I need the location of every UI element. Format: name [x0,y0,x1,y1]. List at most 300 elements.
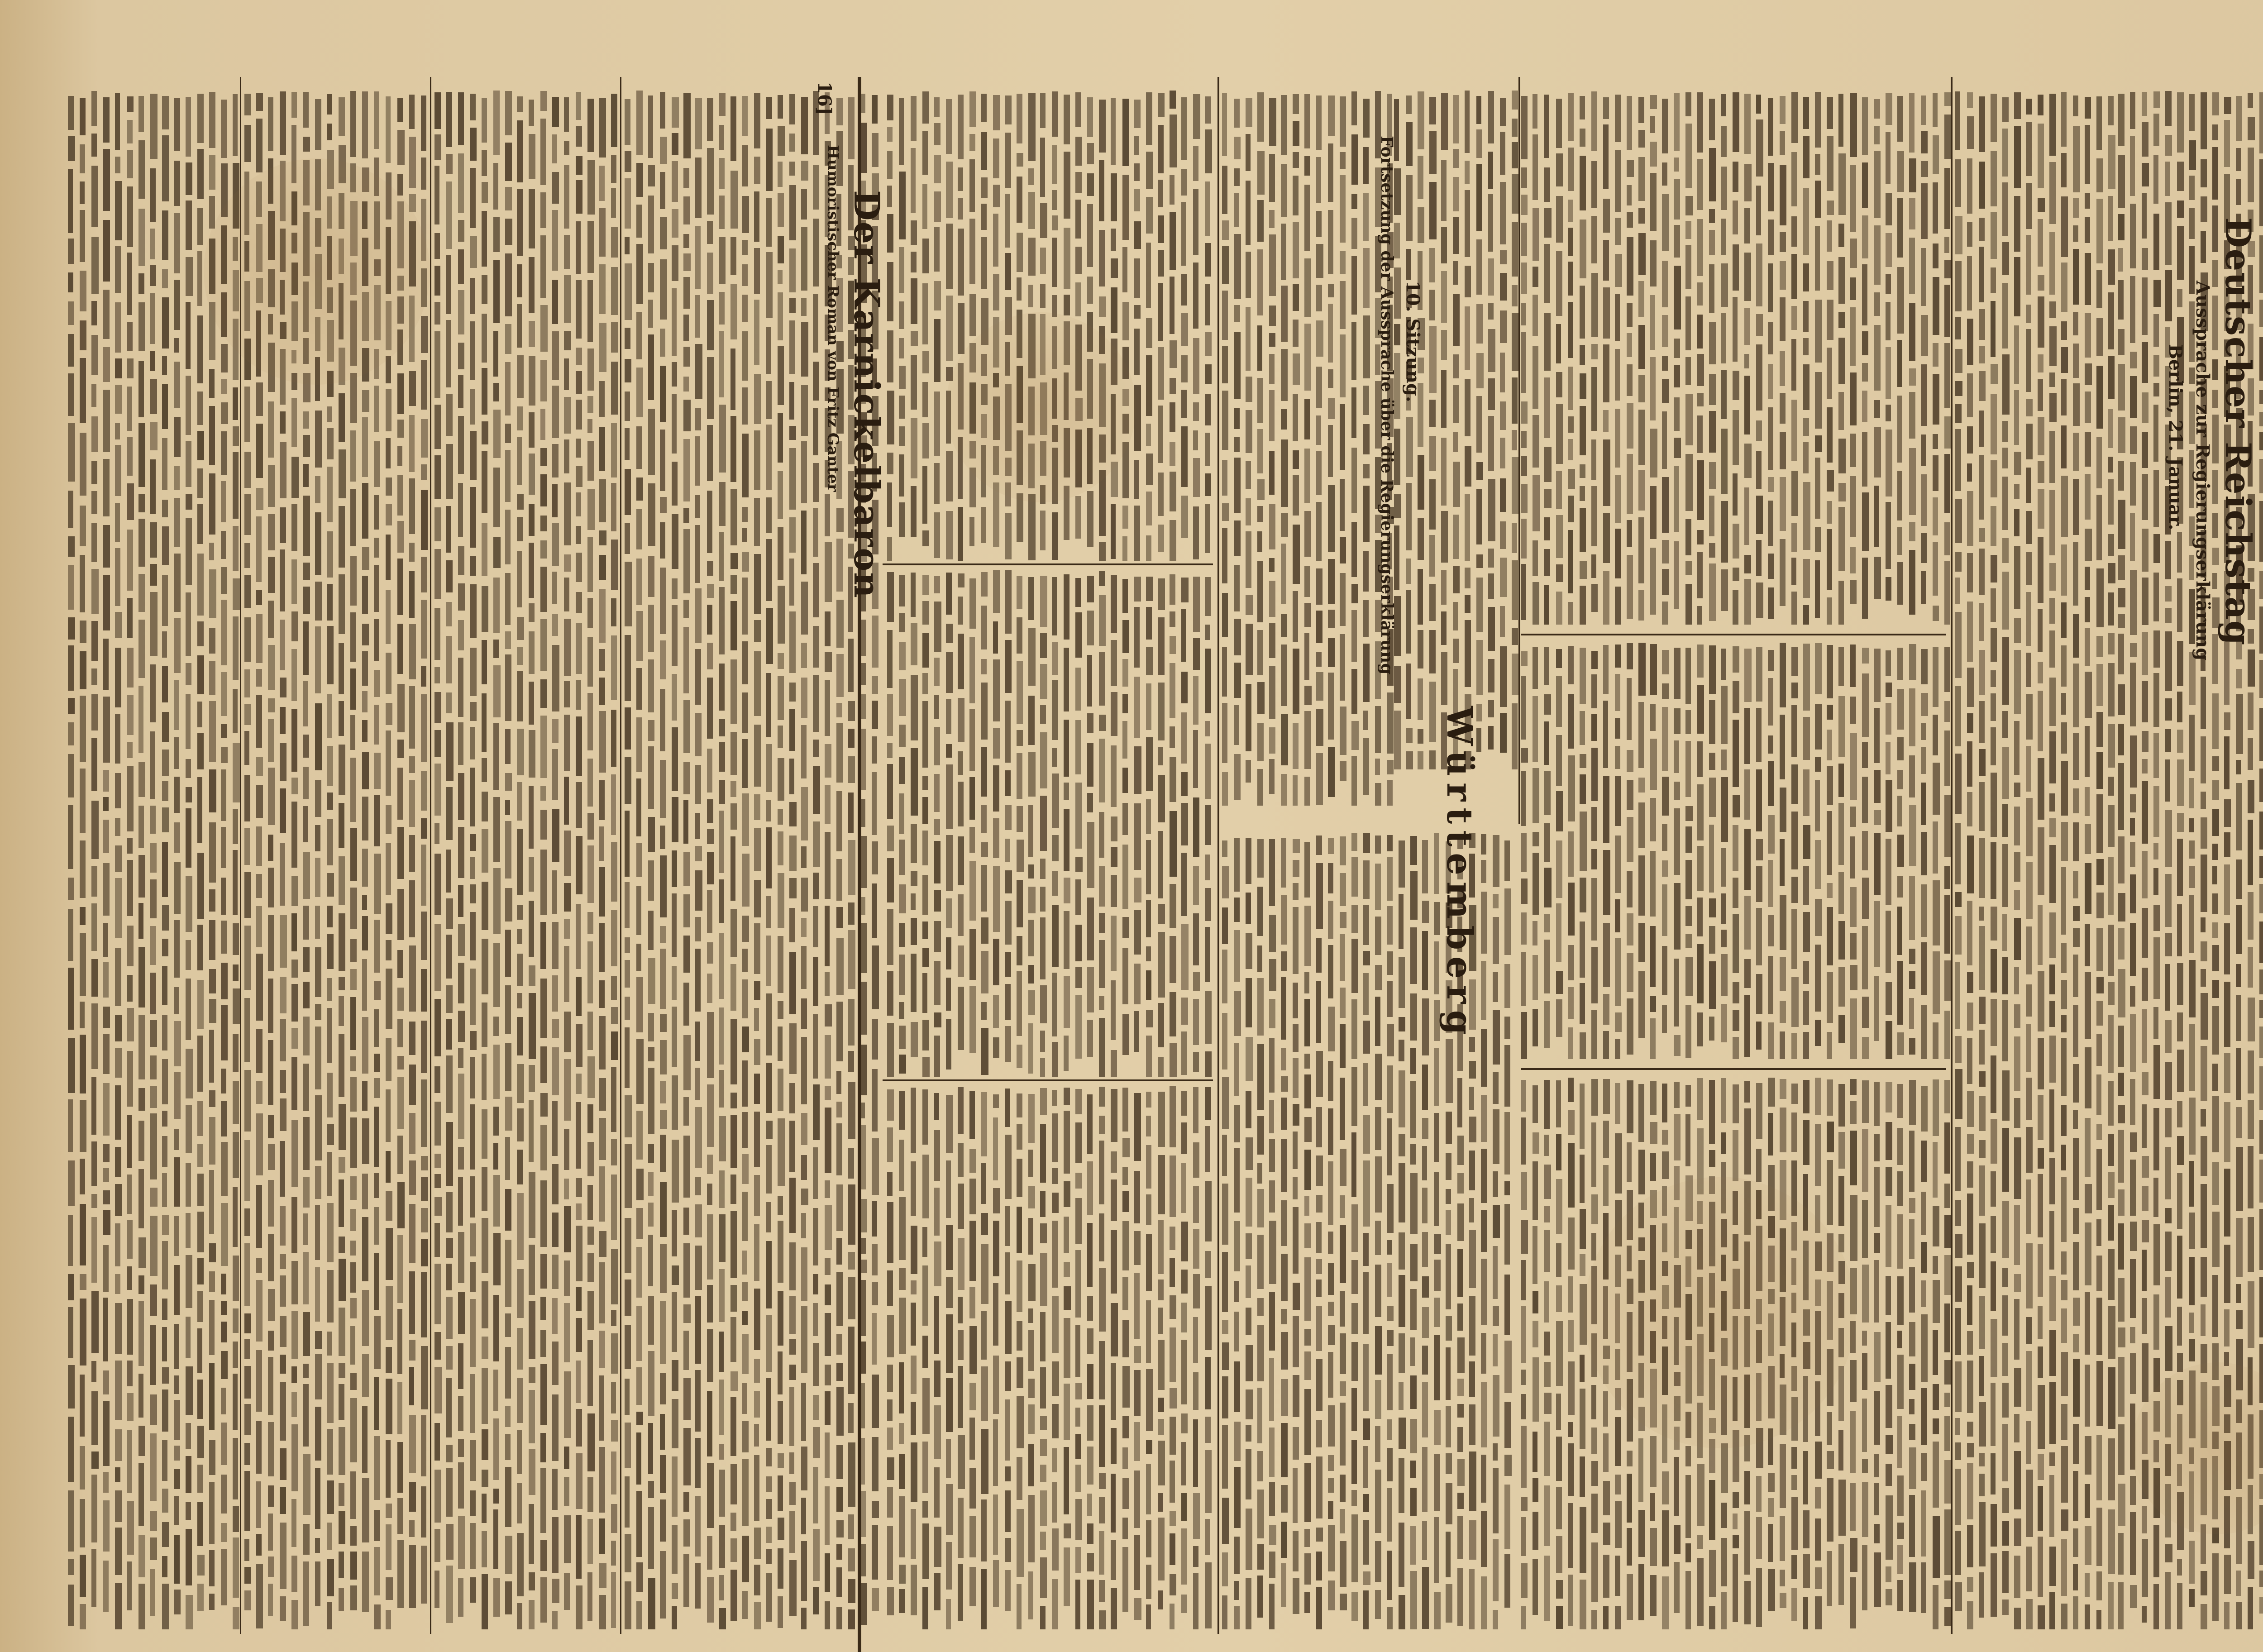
text-line-fragment [1955,552,1962,572]
text-line-fragment [1886,703,1891,735]
text-line-fragment [742,1311,748,1325]
text-line-fragment [1028,1023,1033,1074]
text-line-fragment [946,1484,953,1535]
text-line-fragment [1991,1453,1996,1494]
text-line-fragment [872,883,877,938]
text-line-fragment [1979,838,1985,898]
text-line-fragment [1979,1071,1986,1087]
text-line-fragment [836,1002,843,1061]
text-line-fragment [2073,1005,2078,1057]
text-line-fragment [1933,277,1939,335]
text-line-fragment [1257,682,1265,714]
text-line-fragment [1827,1079,1833,1116]
text-line-fragment [778,126,785,156]
text-line-fragment [1897,1580,1903,1611]
text-line-fragment [2118,1278,2125,1322]
text-line-fragment [707,425,713,481]
text-line-fragment [1768,263,1773,313]
text-line-fragment [1838,696,1845,757]
text-line-fragment [969,1326,977,1374]
text-line-fragment [625,1027,630,1088]
text-line-fragment [2085,863,2091,914]
text-line-fragment [1979,1572,1984,1618]
text-line-fragment [1827,766,1833,805]
text-line-fragment [707,1285,713,1323]
text-line-fragment [1838,338,1845,384]
text-line-fragment [1158,283,1163,340]
text-line-fragment [922,831,928,865]
text-line-fragment [1897,471,1902,520]
text-line-fragment [1005,1361,1011,1391]
text-line-fragment [1568,367,1573,410]
text-line-fragment [1933,1280,1940,1323]
text-line-fragment [899,426,905,445]
text-line-fragment [1099,296,1106,317]
text-line-fragment [1944,1255,1951,1295]
text-line-fragment [1556,196,1563,243]
text-line-fragment [1434,1048,1439,1106]
text-line-fragment [2212,1162,2219,1205]
text-line-fragment [911,824,917,863]
text-line-fragment [1744,959,1751,988]
text-line-fragment [1281,774,1287,806]
text-line-fragment [1933,821,1938,874]
text-line-fragment [2108,805,2115,848]
text-line-fragment [1257,1490,1264,1538]
text-line-fragment [1222,1376,1228,1418]
text-line-fragment [1500,250,1507,264]
text-line-fragment [1827,705,1833,719]
text-line-fragment [695,1370,701,1432]
text-line-fragment [683,347,690,367]
text-line-fragment [2014,257,2020,316]
text-line-fragment [1556,1536,1562,1573]
text-line-fragment [1874,99,1880,119]
text-line-fragment [1205,181,1210,236]
text-line-fragment [1780,477,1786,531]
text-line-fragment [1544,489,1552,508]
text-line-fragment [1803,1080,1809,1113]
text-line-fragment [1850,1079,1857,1095]
text-line-fragment [707,799,713,823]
text-line-fragment [2002,1268,2008,1287]
text-line-fragment [2189,1024,2195,1091]
text-line-fragment [1862,492,1869,551]
text-line-fragment [1181,1122,1187,1154]
text-line-fragment [1158,1057,1164,1077]
text-line-fragment [707,942,713,964]
text-line-fragment [1075,282,1081,316]
text-line-fragment [434,1470,441,1523]
text-line-fragment [1580,345,1585,365]
text-line-fragment [660,826,665,849]
text-line-fragment [1111,980,1116,1040]
text-line-fragment [719,1007,724,1065]
text-line-fragment [1709,543,1715,558]
text-line-fragment [2073,1298,2080,1326]
text-line-fragment [2142,474,2148,520]
text-line-fragment [1850,1483,1856,1531]
text-line-fragment [1512,654,1518,695]
text-line-fragment [1991,842,1996,899]
text-line-fragment [1387,906,1393,945]
text-line-fragment [981,805,987,833]
text-line-fragment [1897,961,1903,1025]
text-line-fragment [801,1113,807,1145]
text-line-fragment [1921,571,1926,604]
text-line-fragment [1399,957,1405,1008]
text-line-fragment [1028,1308,1033,1323]
text-line-fragment [2014,484,2020,499]
text-line-fragment [911,1226,917,1275]
text-line-fragment [1979,371,1986,401]
text-line-fragment [683,277,690,309]
text-line-fragment [1886,1435,1893,1454]
text-line-fragment [1465,494,1470,561]
text-line-fragment [1591,748,1598,801]
text-line-fragment [2177,1583,2182,1629]
text-line-fragment [836,703,842,718]
text-line-fragment [2061,1251,2067,1275]
text-line-fragment [969,517,974,546]
text-line-fragment [789,1296,796,1334]
text-line-fragment [1429,750,1436,769]
text-line-fragment [1591,878,1597,941]
text-line-fragment [2259,812,2263,849]
text-line-fragment [836,1334,842,1354]
text-line-fragment [1375,1380,1381,1418]
text-line-fragment [2259,1027,2263,1058]
text-line-fragment [1886,911,1891,973]
text-line-fragment [801,441,807,503]
text-line-fragment [625,707,631,750]
text-line-fragment [1418,91,1424,149]
text-line-fragment [1234,619,1241,655]
text-line-fragment [899,98,904,164]
text-line-fragment [1005,952,1011,977]
text-line-fragment [993,728,1000,759]
text-line-fragment [2177,813,2184,832]
text-line-fragment [1281,1309,1287,1324]
text-line-fragment [766,1476,772,1492]
text-line-fragment [2049,818,2056,837]
text-line-fragment [2002,637,2009,705]
text-line-fragment [1181,426,1188,487]
text-line-fragment [1791,400,1797,461]
text-line-fragment [1979,1474,1985,1496]
text-line-fragment [1170,1574,1176,1595]
text-line-fragment [1709,264,1714,313]
text-line-fragment [1193,1186,1199,1223]
text-line-fragment [993,1188,1000,1213]
text-line-fragment [648,334,654,400]
text-line-fragment [1909,1080,1916,1125]
text-line-fragment [1134,577,1141,602]
text-line-fragment [1481,1095,1487,1142]
text-line-fragment [1193,999,1199,1045]
text-line-fragment [1638,1150,1645,1194]
text-line-fragment [1638,1564,1644,1620]
text-line-fragment [648,1351,654,1416]
text-line-fragment [2142,92,2147,116]
text-line-fragment [801,298,807,316]
text-line-fragment [1075,967,1082,988]
text-line-fragment [801,1155,807,1180]
text-line-fragment [2153,1007,2158,1039]
text-line-fragment [1328,1325,1335,1345]
text-line-fragment [1815,372,1822,428]
text-line-fragment [636,163,643,197]
text-line-fragment [1733,1084,1739,1123]
text-line-fragment [2108,1205,2114,1241]
text-line-fragment [695,1246,702,1290]
text-line-fragment [1874,1233,1880,1253]
text-line-fragment [2049,1592,2055,1629]
text-line-fragment [1627,555,1633,619]
text-line-fragment [1017,233,1023,272]
text-line-fragment [434,924,441,991]
text-line-fragment [1662,683,1669,699]
text-line-fragment [1257,561,1263,622]
text-line-fragment [922,184,927,229]
text-line-fragment [887,186,892,207]
text-line-fragment [683,529,690,594]
text-line-fragment [1897,1331,1902,1348]
text-line-fragment [1099,595,1106,646]
text-line-fragment [1193,94,1200,139]
text-line-fragment [683,196,690,224]
text-line-fragment [2073,788,2079,813]
text-line-fragment [1418,678,1423,720]
text-line-fragment [2014,890,2020,910]
text-line-fragment [1709,1606,1715,1629]
text-line-fragment [754,1008,759,1031]
text-line-fragment [1488,659,1494,692]
text-line-fragment [1418,207,1424,243]
text-line-fragment [1146,1369,1153,1431]
text-line-fragment [1504,1017,1510,1039]
text-line-fragment [1933,1516,1940,1578]
text-line-fragment [2061,943,2067,973]
text-line-fragment [1064,1286,1071,1310]
text-line-fragment [848,1609,855,1629]
text-line-fragment [1721,848,1726,887]
text-line-fragment [887,1428,893,1449]
text-line-fragment [1768,407,1773,470]
text-line-fragment [1481,1576,1487,1629]
text-line-fragment [625,328,630,349]
text-line-fragment [2118,588,2125,607]
text-line-fragment [1603,1606,1609,1629]
text-line-fragment [1453,149,1459,168]
text-line-fragment [1387,981,1393,1017]
text-line-fragment [922,701,928,768]
text-line-fragment [1521,332,1526,392]
text-line-fragment [1756,708,1762,762]
text-line-fragment [958,167,963,191]
text-line-fragment [2061,822,2068,861]
text-line-fragment [1662,1576,1669,1629]
text-line-fragment [1500,713,1507,753]
text-line-fragment [754,300,759,365]
text-line-fragment [1685,296,1691,351]
text-line-fragment [1512,523,1517,553]
text-line-fragment [2073,955,2078,997]
text-line-fragment [1991,394,1997,454]
text-line-fragment [1591,1610,1597,1629]
text-line-fragment [1193,1419,1198,1487]
text-line-fragment [1328,945,1333,998]
text-line-fragment [1028,628,1036,686]
text-line-fragment [1967,1285,1972,1325]
text-line-fragment [446,787,453,840]
text-line-fragment [434,1174,441,1189]
text-line-fragment [1504,1341,1512,1393]
text-line-fragment [1316,1195,1322,1213]
text-line-fragment [1544,208,1552,238]
text-line-fragment [1293,907,1299,974]
text-line-fragment [1234,1422,1241,1461]
text-line-fragment [1087,173,1094,196]
text-line-fragment [2259,92,2263,154]
text-line-fragment [1269,1100,1274,1134]
text-line-fragment [1257,429,1263,473]
text-line-fragment [1158,1280,1164,1300]
text-line-fragment [1099,1116,1105,1134]
text-line-fragment [1181,355,1188,382]
text-line-fragment [2026,1599,2033,1629]
text-line-fragment [1293,983,1298,1018]
text-line-fragment [719,405,726,472]
text-line-fragment [1170,402,1175,433]
text-line-fragment [446,1192,453,1232]
text-line-fragment [1446,1483,1452,1524]
text-line-fragment [2118,248,2123,271]
text-line-fragment [1269,623,1275,658]
text-line-fragment [1222,1077,1229,1129]
text-line-fragment [946,1542,952,1590]
text-line-fragment [981,1213,988,1235]
text-line-fragment [2177,730,2183,753]
text-line-fragment [683,234,689,248]
text-line-fragment [1638,97,1644,123]
text-line-fragment [1504,1485,1510,1549]
text-line-fragment [934,1241,941,1286]
text-line-fragment [1638,470,1645,511]
text-line-fragment [1815,780,1820,831]
text-line-fragment [1662,194,1669,251]
text-line-fragment [660,366,666,422]
text-line-fragment [1158,473,1164,516]
text-line-fragment [1556,676,1562,727]
text-line-fragment [1429,131,1437,174]
text-line-fragment [1375,1156,1382,1213]
text-line-fragment [825,1004,832,1027]
text-line-fragment [1422,1276,1429,1298]
text-line-fragment [1493,1171,1498,1197]
text-line-fragment [1862,831,1868,870]
text-line-fragment [1967,1194,1973,1255]
text-line-fragment [2038,1385,2045,1449]
text-line-fragment [1955,1361,1962,1412]
text-line-fragment [1803,136,1809,178]
text-line-fragment [1476,239,1482,295]
text-line-fragment [1627,750,1633,772]
text-line-fragment [1205,1181,1212,1241]
text-line-fragment [636,778,641,836]
text-line-fragment [1099,940,1105,988]
text-line-fragment [1146,535,1151,561]
text-line-fragment [836,654,844,697]
text-line-fragment [1533,1009,1538,1047]
text-line-fragment [2259,769,2263,802]
text-line-fragment [1304,1592,1310,1613]
text-line-fragment [1780,131,1785,155]
text-line-fragment [1293,121,1299,146]
text-line-fragment [1521,1080,1526,1112]
text-line-fragment [446,320,451,387]
text-line-fragment [1733,982,1739,1003]
text-line-fragment [934,1573,941,1611]
text-line-fragment [1170,1258,1175,1288]
text-line-fragment [922,530,929,546]
text-line-fragment [1363,905,1369,945]
text-line-fragment [1406,483,1412,551]
text-line-fragment [1850,307,1856,366]
text-line-fragment [946,1160,951,1218]
text-line-fragment [1744,208,1750,244]
text-line-fragment [1838,312,1845,328]
text-line-fragment [1363,738,1369,795]
text-line-fragment [1293,394,1298,441]
text-line-fragment [2165,759,2170,802]
text-line-fragment [1662,261,1668,307]
text-line-fragment [1111,816,1117,841]
text-line-fragment [789,1083,795,1113]
text-line-fragment [2224,982,2230,1047]
text-line-fragment [1838,647,1844,687]
text-line-fragment [1944,1122,1950,1174]
text-line-fragment [1281,224,1286,280]
text-line-fragment [1991,727,1996,765]
text-line-fragment [625,1280,631,1315]
text-line-fragment [1099,1580,1105,1601]
text-line-fragment [1351,1514,1358,1582]
text-line-fragment [730,1570,737,1621]
text-line-fragment [1316,1420,1322,1448]
text-line-fragment [1005,1538,1011,1562]
text-line-fragment [825,680,830,735]
text-line-fragment [446,850,451,893]
text-line-fragment [1803,97,1809,129]
text-line-fragment [1316,1280,1322,1297]
text-line-fragment [1111,229,1116,251]
text-line-fragment [742,145,748,186]
text-line-fragment [1304,1223,1311,1248]
text-line-fragment [1170,811,1177,877]
text-line-fragment [1791,254,1797,299]
text-line-fragment [887,826,894,851]
text-line-fragment [1674,1082,1680,1108]
text-line-fragment [1909,93,1914,153]
text-line-fragment [2002,1551,2009,1593]
text-line-fragment [1533,1226,1537,1284]
text-line-fragment [1316,415,1321,444]
text-line-fragment [625,1581,631,1629]
text-line-fragment [1744,769,1750,820]
text-line-fragment [778,809,783,825]
text-line-fragment [1075,612,1082,658]
